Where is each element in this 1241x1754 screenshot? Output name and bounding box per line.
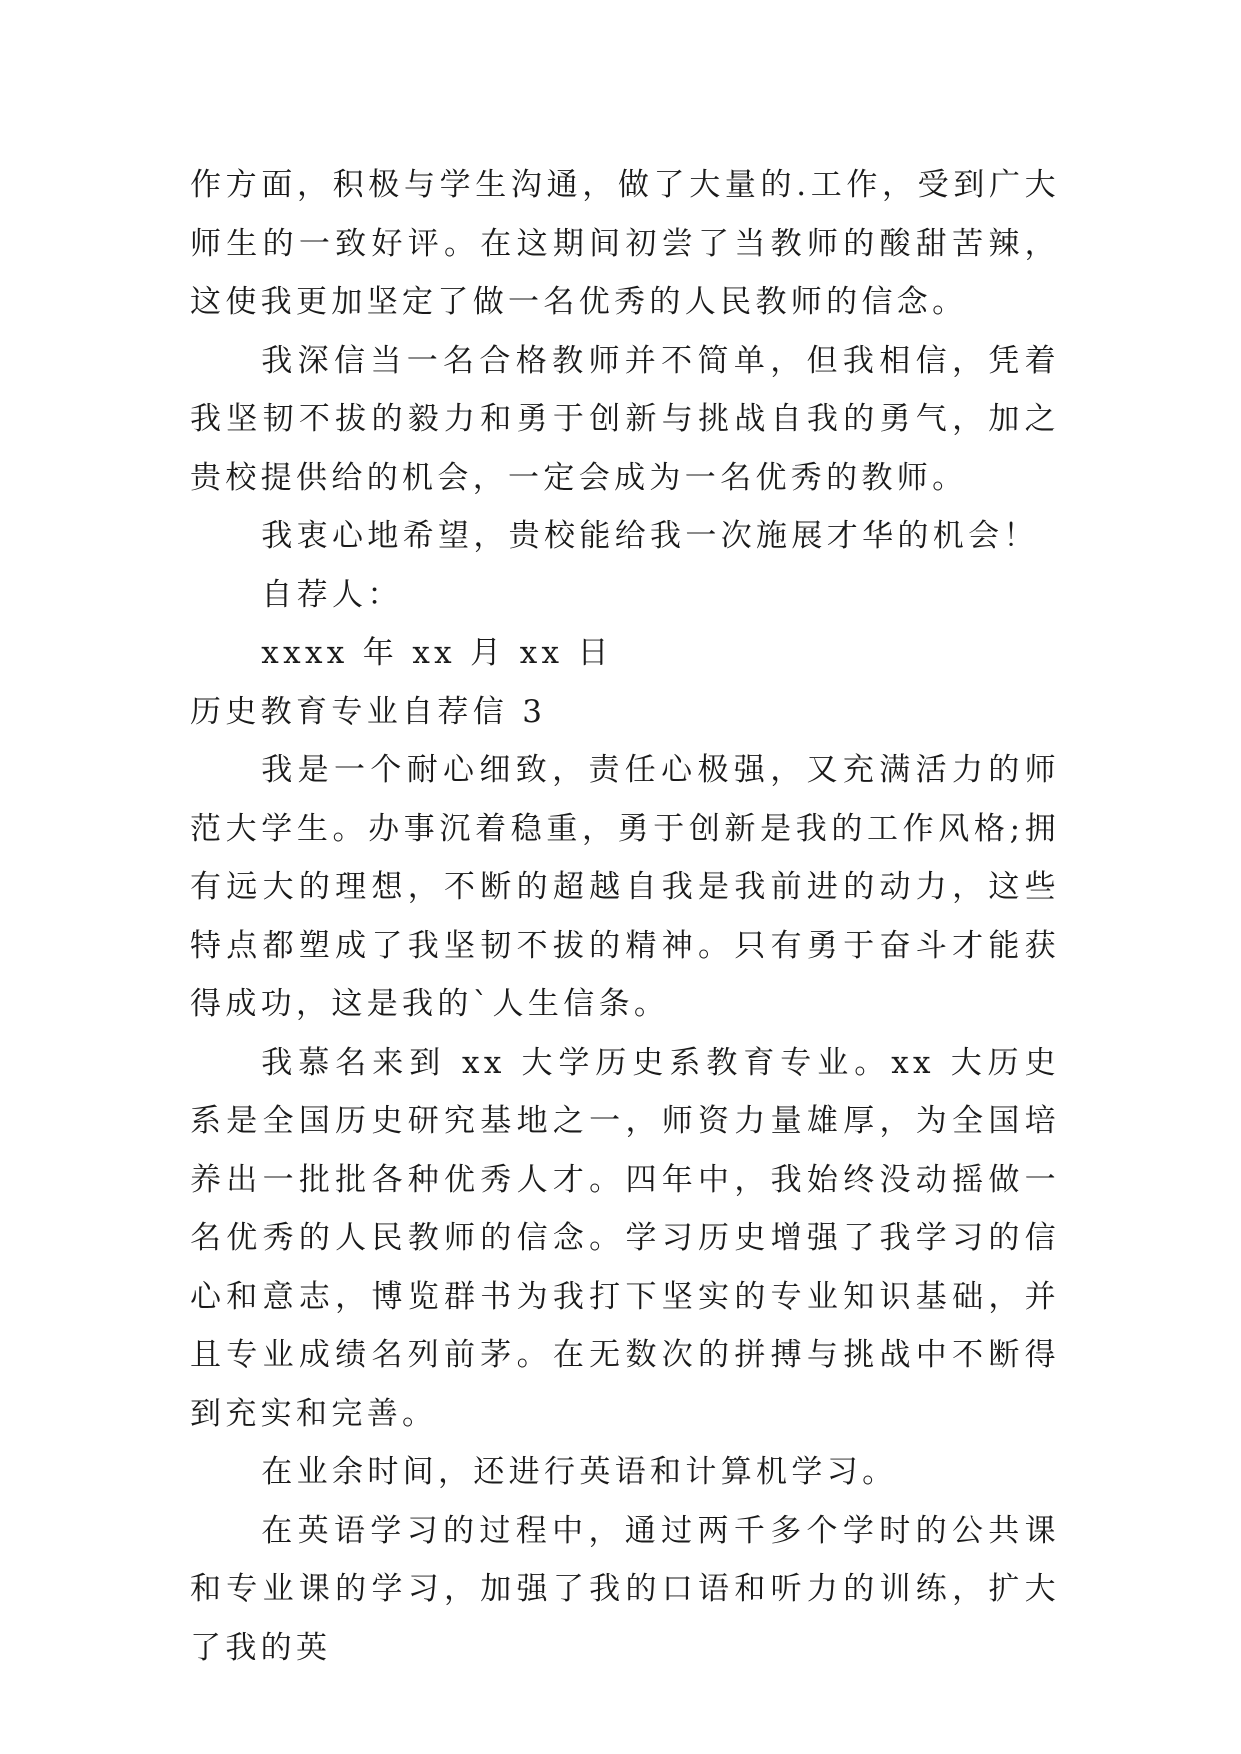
signature-label: 自荐人： <box>261 576 403 613</box>
signature-date: xxxx 年 xx 月 xx 日 <box>261 635 613 671</box>
paragraph-introduction: 我是一个耐心细致，责任心极强，又充满活力的师范大学生。办事沉着稳重，勇于创新是我的工作风格;拥有远大的理想，不断的超越自我是我前进的动力，这些特点都塑成了我坚韧不拔的精神。只有勇于奋斗才能获得成功，这是我的`人生信条。 <box>190 752 1060 1022</box>
paragraph-belief: 我深信当一名合格教师并不简单，但我相信，凭着我坚韧不拔的毅力和勇于创新与挑战自我的勇气，加之贵校提供给的机会，一定会成为一名优秀的教师。 <box>190 342 1060 496</box>
paragraph-university: 我慕名来到 xx 大学历史系教育专业。xx 大历史系是全国历史研究基地之一，师资力量雄厚，为全国培养出一批批各种优秀人才。四年中，我始终没动摇做一名优秀的人民教师的信念。学习历史增强了我学习的信心和意志，博览群书为我打下坚实的专业知识基础，并且专业成绩名列前茅。在无数次的拼搏与挑战中不断得到充实和完善。 <box>190 1044 1060 1432</box>
paragraph-spare-time: 在业余时间，还进行英语和计算机学习。 <box>261 1454 898 1490</box>
paragraph-english: 在英语学习的过程中，通过两千多个学时的公共课和专业课的学习，加强了我的口语和听力的训练，扩大了我的英 <box>190 1512 1060 1666</box>
paragraph-continuation: 作方面，积极与学生沟通，做了大量的.工作，受到广大师生的一致好评。在这期间初尝了当教师的酸甜苦辣，这使我更加坚定了做一名优秀的人民教师的信念。 <box>190 167 1060 320</box>
paragraph-hope: 我衷心地希望，贵校能给我一次施展才华的机会！ <box>261 518 1039 554</box>
document-page <box>190 156 1060 1677</box>
section-title: 历史教育专业自荐信 3 <box>190 693 547 730</box>
